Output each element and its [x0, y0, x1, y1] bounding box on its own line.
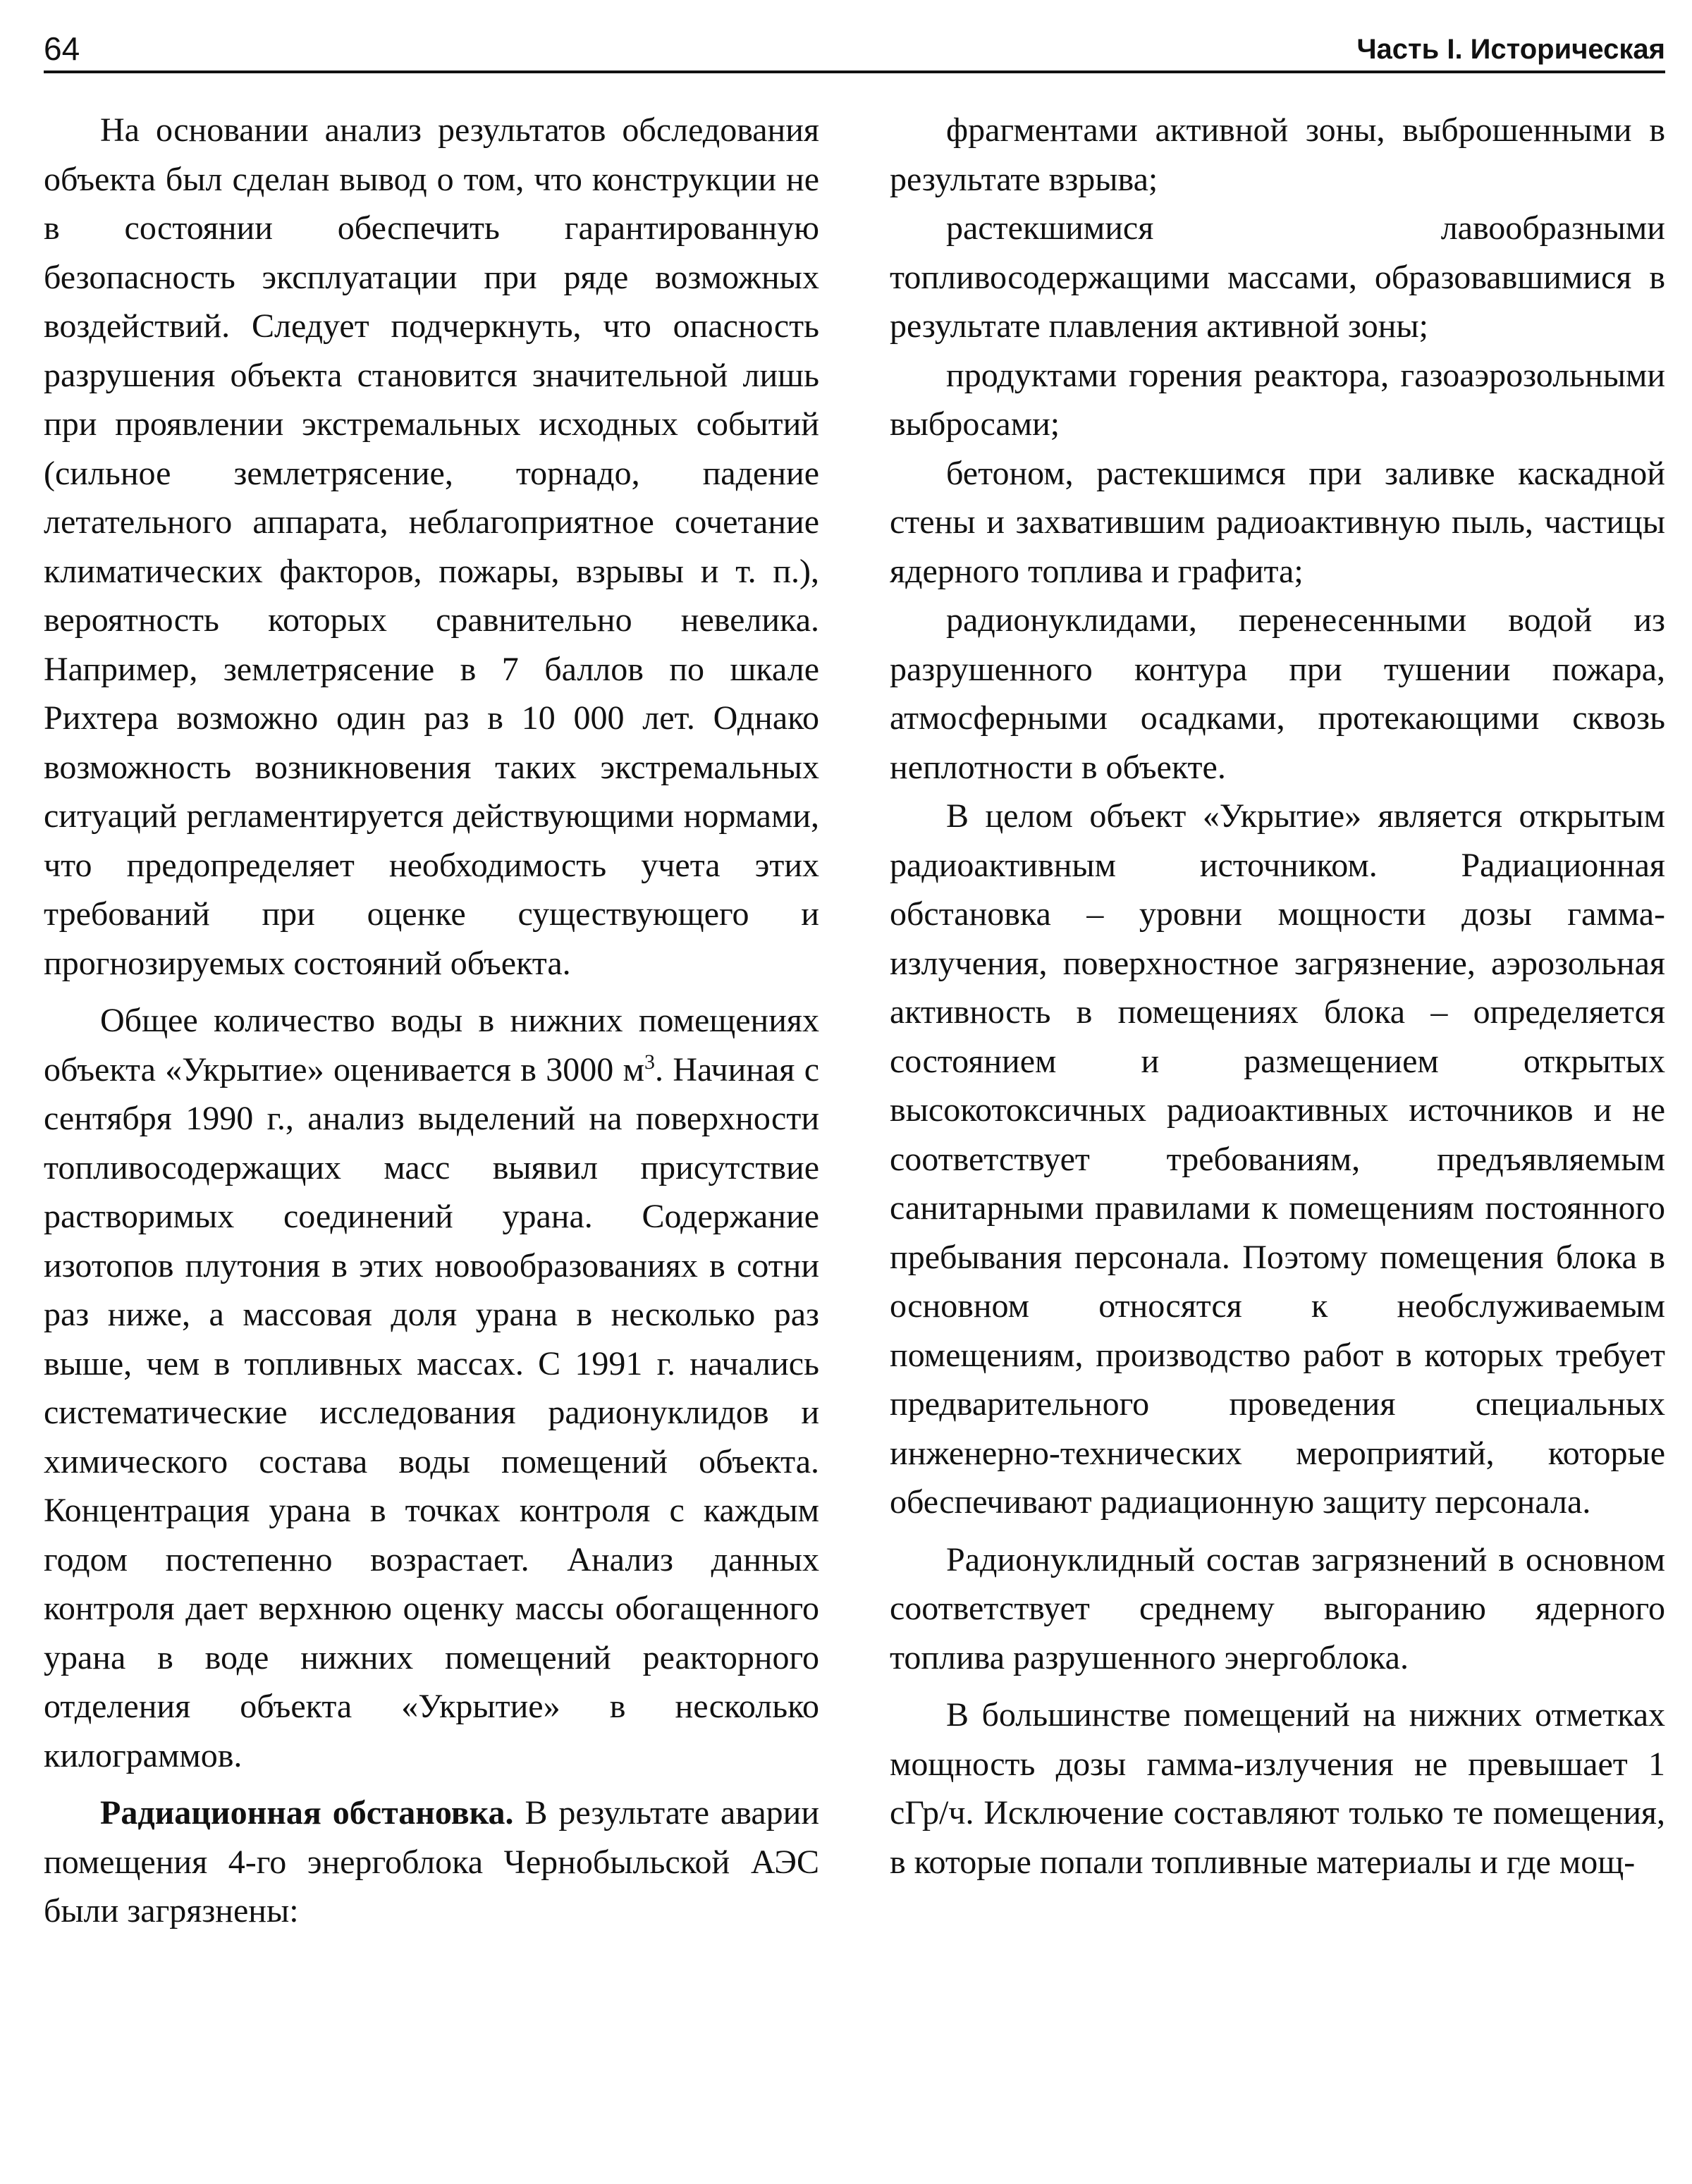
paragraph-water-uranium [44, 996, 819, 1780]
page-number: 64 [44, 30, 80, 67]
uranium-analysis-text: . Начиная с сентября 1990 г., анализ выделений на поверхности топливосодержащих масс выявил присутствие растворимых соединений урана. Содержание изотопов плутония в этих новообразованиях в сотни раз ниже, а массовая доля урана в несколько раз выше, чем в топливных массах. С 1991 г. начались систематические исследования радионуклидов и химического состава воды помещений объекта. Концентрация урана в точках контроля с каждым годом постепенно возрастает. Анализ данных контроля дает верхнюю оценку массы обогащенного урана в воде нижних помещений реакторного отделения объекта «Укрытие» в несколько килограммов. [44, 1050, 819, 1774]
section-heading-radiation: Радиационная обстановка. [100, 1794, 514, 1832]
radiation-intro-text: В результате аварии помещения 4-го энергоблока Чернобыльской АЭС были загрязнены: [44, 1794, 819, 1930]
paragraph-radiation-situation [44, 1789, 819, 1936]
list-item-concrete: бетоном, растекшимся при заливке каскадной стены и захватившим радиоактивную пыль, частицы ядерного топлива и графита; [890, 454, 1665, 590]
list-item-combustion-products: продуктами горения реактора, газоаэрозольными выбросами; [890, 356, 1665, 443]
page-header [44, 25, 1665, 66]
right-column [890, 106, 1665, 2164]
header-rule [44, 70, 1665, 73]
running-head: Часть I. Историческая [1356, 34, 1665, 65]
left-column [44, 106, 819, 2164]
paragraph-radionuclide-composition: Радионуклидный состав загрязнений в основном соответствует среднему выгоранию ядерного топлива разрушенного энергоблока. [890, 1540, 1665, 1676]
paragraph-safety-assessment: На основании анализ результатов обследования объекта был сделан вывод о том, что конструкции не в состоянии обеспечить гарантированную безопасность эксплуатации при ряде возможных воздействий. Следует подчеркнуть, что опасность разрушения объекта становится значительной лишь при проявлении экстремальных исходных событий (сильное землетрясение, торнадо, падение летательного аппарата, неблагоприятное сочетание климатических факторов, пожары, взрывы и т. п.), вероятность которых сравнительно невелика. Например, землетрясение в 7 баллов по шкале Рихтера возможно один раз в 10 000 лет. Однако возможность возникновения таких экстремальных ситуаций регламентируется действующими нормами, что предопределяет необходимость учета этих требований при оценке существующего и прогнозируемых состояний объекта. [44, 111, 819, 982]
water-volume-text: Общее количество воды в нижних помещениях объекта «Укрытие» оценивается в 3000 м [44, 1002, 819, 1088]
paragraph-dose-rate: В большинстве помещений на нижних отметках мощность дозы гамма-излучения не превышает 1 сГр/ч. Исключение составляют только те помещения, в которые попали топливные материалы и где мощ- [890, 1696, 1665, 1881]
list-item-fragments: фрагментами активной зоны, выброшенными в результате взрыва; [890, 111, 1665, 198]
list-item-radionuclides-water: радионуклидами, перенесенными водой из разрушенного контура при тушении пожара, атмосферными осадками, протекающими сквозь неплотности в объекте. [890, 601, 1665, 786]
paragraph-open-source: В целом объект «Укрытие» является открытым радиоактивным источником. Радиационная обстановка – уровни мощности дозы гамма-излучения, поверхностное загрязнение, аэрозольная активность в помещениях блока – определяется состоянием и размещением открытых высокотоксичных радиоактивных источников и не соответствует требованиям, предъявляемым санитарными правилами к помещениям постоянного пребывания персонала. Поэтому помещения блока в основном относятся к необслуживаемым помещениям, производство работ в которых требует предварительного проведения специальных инженерно-технических мероприятий, которые обеспечивают радиационную защиту персонала. [890, 797, 1665, 1521]
list-item-lava-masses: растекшимися лавообразными топливосодержащими массами, образовавшимися в результате плавления активной зоны; [890, 209, 1665, 345]
cubic-superscript: 3 [644, 1050, 656, 1074]
